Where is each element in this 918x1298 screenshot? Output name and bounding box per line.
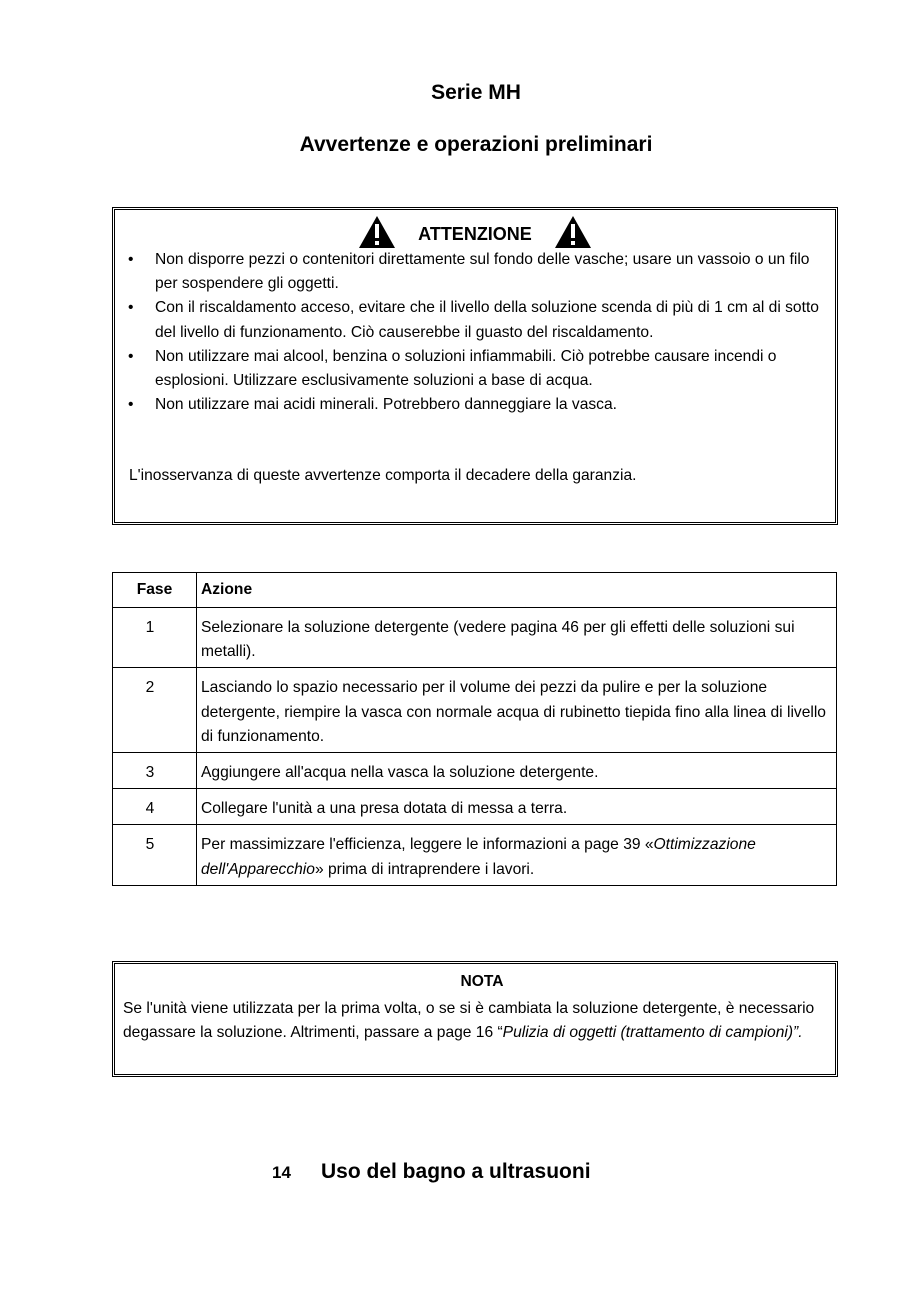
step-action-suffix: » prima di intraprendere i lavori. bbox=[314, 860, 535, 878]
header-step: Fase bbox=[113, 573, 197, 608]
step-number: 1 bbox=[113, 608, 197, 668]
step-action-prefix: Per massimizzare l'efficienza, leggere le informazioni a page 39 « bbox=[201, 836, 654, 854]
note-heading: NOTA bbox=[460, 973, 504, 990]
step-number: 4 bbox=[113, 789, 197, 825]
warning-heading-label: ATTENZIONE bbox=[418, 224, 532, 245]
page-number: 14 bbox=[272, 1163, 291, 1182]
table-row bbox=[113, 753, 837, 789]
header-action: Azione bbox=[197, 573, 837, 608]
note-text-prefix: Se l'unità viene utilizzata per la prima volta, o se si è cambiata la soluzione detergente, è necessario degassare la soluzione. Altrimenti, passare a page 16 “ bbox=[123, 1000, 815, 1042]
note-box bbox=[112, 961, 838, 1077]
bullet: • bbox=[128, 396, 134, 414]
warning-triangle-icon bbox=[358, 215, 396, 249]
warning-item-text: Non utilizzare mai alcool, benzina o soluzioni infiammabili. Ciò potrebbe causare incendi o esplosioni. Utilizzare esclusivamente soluzioni a base di acqua. bbox=[155, 347, 777, 390]
table-row bbox=[113, 668, 837, 753]
bullet: • bbox=[128, 347, 134, 365]
step-number: 5 bbox=[113, 825, 197, 885]
note-cross-reference: Pulizia di oggetti (trattamento di campioni) bbox=[502, 1024, 794, 1042]
warning-item-text: Non utilizzare mai acidi minerali. Potrebbero danneggiare la vasca. bbox=[155, 396, 617, 414]
series-title: Serie MH bbox=[431, 81, 521, 104]
warning-item bbox=[115, 393, 835, 417]
step-number: 3 bbox=[113, 753, 197, 789]
table-header-row bbox=[113, 573, 837, 608]
warning-item-text: Con il riscaldamento acceso, evitare che il livello della soluzione scenda di più di 1 cm al di sotto del livello di funzionamento. Ciò causerebbe il guasto del riscaldamento. bbox=[155, 299, 819, 341]
warning-triangle-icon bbox=[554, 215, 592, 249]
step-action: Selezionare la soluzione detergente (vedere pagina 46 per gli effetti delle soluzioni sui metalli). bbox=[197, 608, 837, 668]
section-title: Avvertenze e operazioni preliminari bbox=[299, 133, 653, 156]
step-action: Aggiungere all'acqua nella vasca la soluzione detergente. bbox=[197, 753, 837, 789]
step-action bbox=[197, 825, 837, 885]
warning-item bbox=[115, 296, 835, 344]
step-number: 2 bbox=[113, 668, 197, 753]
chapter-title: Uso del bagno a ultrasuoni bbox=[321, 1160, 591, 1183]
warranty-notice: L'inosservanza di queste avvertenze comporta il decadere della garanzia. bbox=[129, 467, 637, 484]
steps-table bbox=[112, 572, 837, 886]
warning-list bbox=[115, 248, 835, 417]
step-action: Collegare l'unità a una presa dotata di messa a terra. bbox=[197, 789, 837, 825]
note-text-suffix: ”. bbox=[793, 1024, 803, 1042]
bullet: • bbox=[128, 299, 134, 317]
table-row bbox=[113, 608, 837, 668]
table-row bbox=[113, 825, 837, 885]
table-row bbox=[113, 789, 837, 825]
warning-box bbox=[112, 207, 838, 525]
cross-reference-title: Ottimizzazione dell'Apparecchio bbox=[201, 836, 756, 878]
warning-heading bbox=[115, 214, 835, 248]
note-text bbox=[123, 997, 831, 1045]
bullet: • bbox=[128, 251, 134, 268]
warning-item bbox=[115, 345, 835, 393]
step-action: Lasciando lo spazio necessario per il volume dei pezzi da pulire e per la soluzione detergente, riempire la vasca con normale acqua di rubinetto tiepida fino alla linea di livello di funzionamento. bbox=[197, 668, 837, 753]
warning-item-text: Non disporre pezzi o contenitori direttamente sul fondo delle vasche; usare un vassoio o un filo per sospendere gli oggetti. bbox=[155, 251, 810, 293]
page-footer bbox=[272, 1160, 591, 1184]
warning-item bbox=[115, 248, 835, 296]
